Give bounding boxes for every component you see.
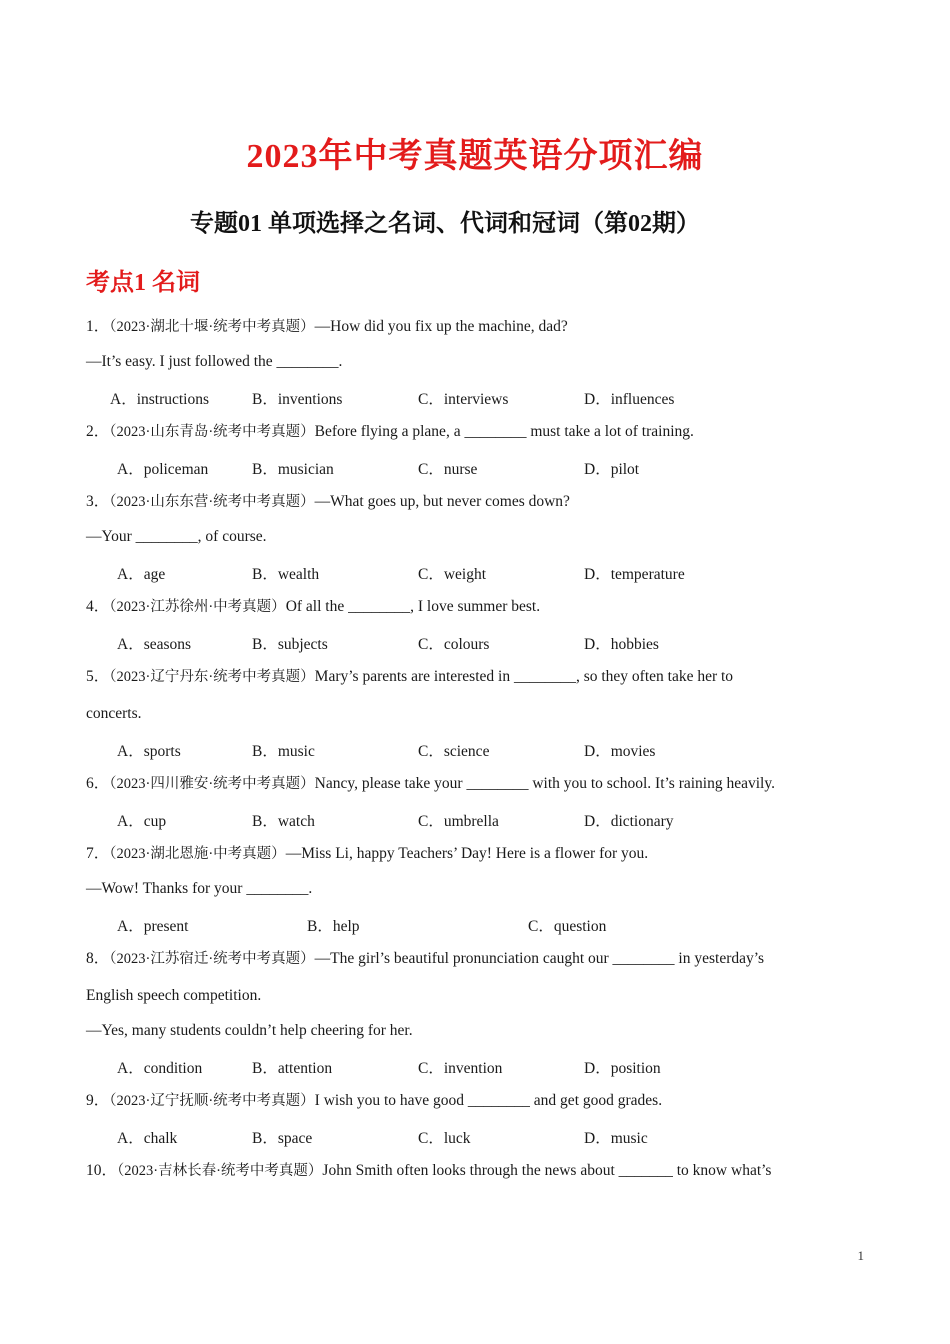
question-number: 10． xyxy=(86,1162,118,1179)
question-4-option-a: A．seasons xyxy=(117,636,192,653)
question-source: （2023·江苏徐州·中考真题） xyxy=(109,599,286,615)
question-4-option-c: C．colours xyxy=(418,636,490,653)
question-7-stem xyxy=(86,844,648,864)
question-6-option-c: C．umbrella xyxy=(418,813,499,830)
question-source: （2023·湖北恩施·中考真题） xyxy=(109,846,286,862)
question-2-stem xyxy=(86,422,694,442)
question-1-line-2: —It’s easy. I just followed the ________. xyxy=(86,353,343,370)
question-text: —The girl’s beautiful pronunciation caught our ________ in yesterday’s xyxy=(314,950,765,967)
question-5-line-2: concerts. xyxy=(86,705,142,722)
question-source: （2023·辽宁丹东·统考中考真题） xyxy=(109,669,315,685)
question-text: Nancy, please take your ________ with you to school. It’s raining heavily. xyxy=(314,775,775,792)
question-3-option-d: D．temperature xyxy=(584,566,685,583)
section-heading: 考点1 名词 xyxy=(86,270,200,296)
question-3-stem xyxy=(86,492,570,512)
question-5-option-d: D．movies xyxy=(584,743,656,760)
question-8-line-2: English speech competition. xyxy=(86,987,262,1004)
question-text: I wish you to have good ________ and get good grades. xyxy=(314,1092,663,1109)
question-8-option-a: A．condition xyxy=(117,1060,203,1077)
question-10-stem xyxy=(86,1161,771,1181)
question-text: Mary’s parents are interested in ________, so they often take her to xyxy=(314,668,734,685)
page-title: 2023年中考真题英语分项汇编 xyxy=(246,138,704,175)
question-text: John Smith often looks through the news about _______ to know what’s xyxy=(322,1162,772,1179)
question-text: Before flying a plane, a ________ must take a lot of training. xyxy=(314,423,694,440)
question-text: —How did you fix up the machine, dad? xyxy=(314,318,568,335)
question-6-option-b: B．watch xyxy=(252,813,315,830)
question-source: （2023·山东青岛·统考中考真题） xyxy=(109,424,315,440)
question-number: 3． xyxy=(86,493,110,510)
question-source: （2023·江苏宿迁·统考中考真题） xyxy=(109,951,315,967)
question-2-option-a: A．policeman xyxy=(117,461,209,478)
question-3-line-2: —Your ________, of course. xyxy=(86,528,267,545)
question-2-option-c: C．nurse xyxy=(418,461,478,478)
question-8-option-c: C．invention xyxy=(418,1060,503,1077)
question-8-stem xyxy=(86,949,764,969)
question-9-option-c: C．luck xyxy=(418,1130,471,1147)
question-8-option-b: B．attention xyxy=(252,1060,333,1077)
question-7-option-a: A．present xyxy=(117,918,189,935)
question-text: —What goes up, but never comes down? xyxy=(314,493,570,510)
question-4-option-b: B．subjects xyxy=(252,636,328,653)
question-number: 1． xyxy=(86,318,110,335)
question-text: Of all the ________, I love summer best. xyxy=(285,598,541,615)
question-3-option-b: B．wealth xyxy=(252,566,320,583)
question-number: 2． xyxy=(86,423,110,440)
question-source: （2023·湖北十堰·统考中考真题） xyxy=(109,319,315,335)
question-1-option-c: C．interviews xyxy=(418,391,509,408)
question-text: —Miss Li, happy Teachers’ Day! Here is a flower for you. xyxy=(285,845,649,862)
question-6-stem xyxy=(86,774,775,794)
question-source: （2023·四川雅安·统考中考真题） xyxy=(109,776,315,792)
question-number: 8． xyxy=(86,950,110,967)
question-7-option-b: B．help xyxy=(307,918,360,935)
question-2-option-b: B．musician xyxy=(252,461,334,478)
question-source: （2023·辽宁抚顺·统考中考真题） xyxy=(109,1093,315,1109)
question-8-option-d: D．position xyxy=(584,1060,661,1077)
page-number: 1 xyxy=(857,1248,864,1263)
question-number: 5． xyxy=(86,668,110,685)
question-5-stem xyxy=(86,667,733,687)
question-number: 7． xyxy=(86,845,110,862)
question-3-option-a: A．age xyxy=(117,566,166,583)
question-number: 4． xyxy=(86,598,110,615)
question-9-option-d: D．music xyxy=(584,1130,648,1147)
question-9-option-b: B．space xyxy=(252,1130,313,1147)
question-number: 6． xyxy=(86,775,110,792)
question-1-option-b: B．inventions xyxy=(252,391,343,408)
question-5-option-c: C．science xyxy=(418,743,490,760)
question-5-option-b: B．music xyxy=(252,743,315,760)
question-5-option-a: A．sports xyxy=(117,743,181,760)
page-subtitle: 专题01 单项选择之名词、代词和冠词（第02期） xyxy=(190,211,700,237)
question-2-option-d: D．pilot xyxy=(584,461,640,478)
question-4-stem xyxy=(86,597,540,617)
question-6-option-a: A．cup xyxy=(117,813,167,830)
question-source: （2023·山东东营·统考中考真题） xyxy=(109,494,315,510)
question-1-option-d: D．influences xyxy=(584,391,675,408)
question-7-line-2: —Wow! Thanks for your ________. xyxy=(86,880,313,897)
question-4-option-d: D．hobbies xyxy=(584,636,659,653)
question-9-stem xyxy=(86,1091,662,1111)
question-6-option-d: D．dictionary xyxy=(584,813,674,830)
question-7-option-c: C．question xyxy=(528,918,607,935)
question-1-stem xyxy=(86,317,568,337)
question-9-option-a: A．chalk xyxy=(117,1130,178,1147)
question-source: （2023·吉林长春·统考中考真题） xyxy=(117,1163,323,1179)
question-number: 9． xyxy=(86,1092,110,1109)
question-8-line-3: —Yes, many students couldn’t help cheering for her. xyxy=(86,1022,413,1039)
question-1-option-a: A．instructions xyxy=(110,391,210,408)
question-3-option-c: C．weight xyxy=(418,566,487,583)
